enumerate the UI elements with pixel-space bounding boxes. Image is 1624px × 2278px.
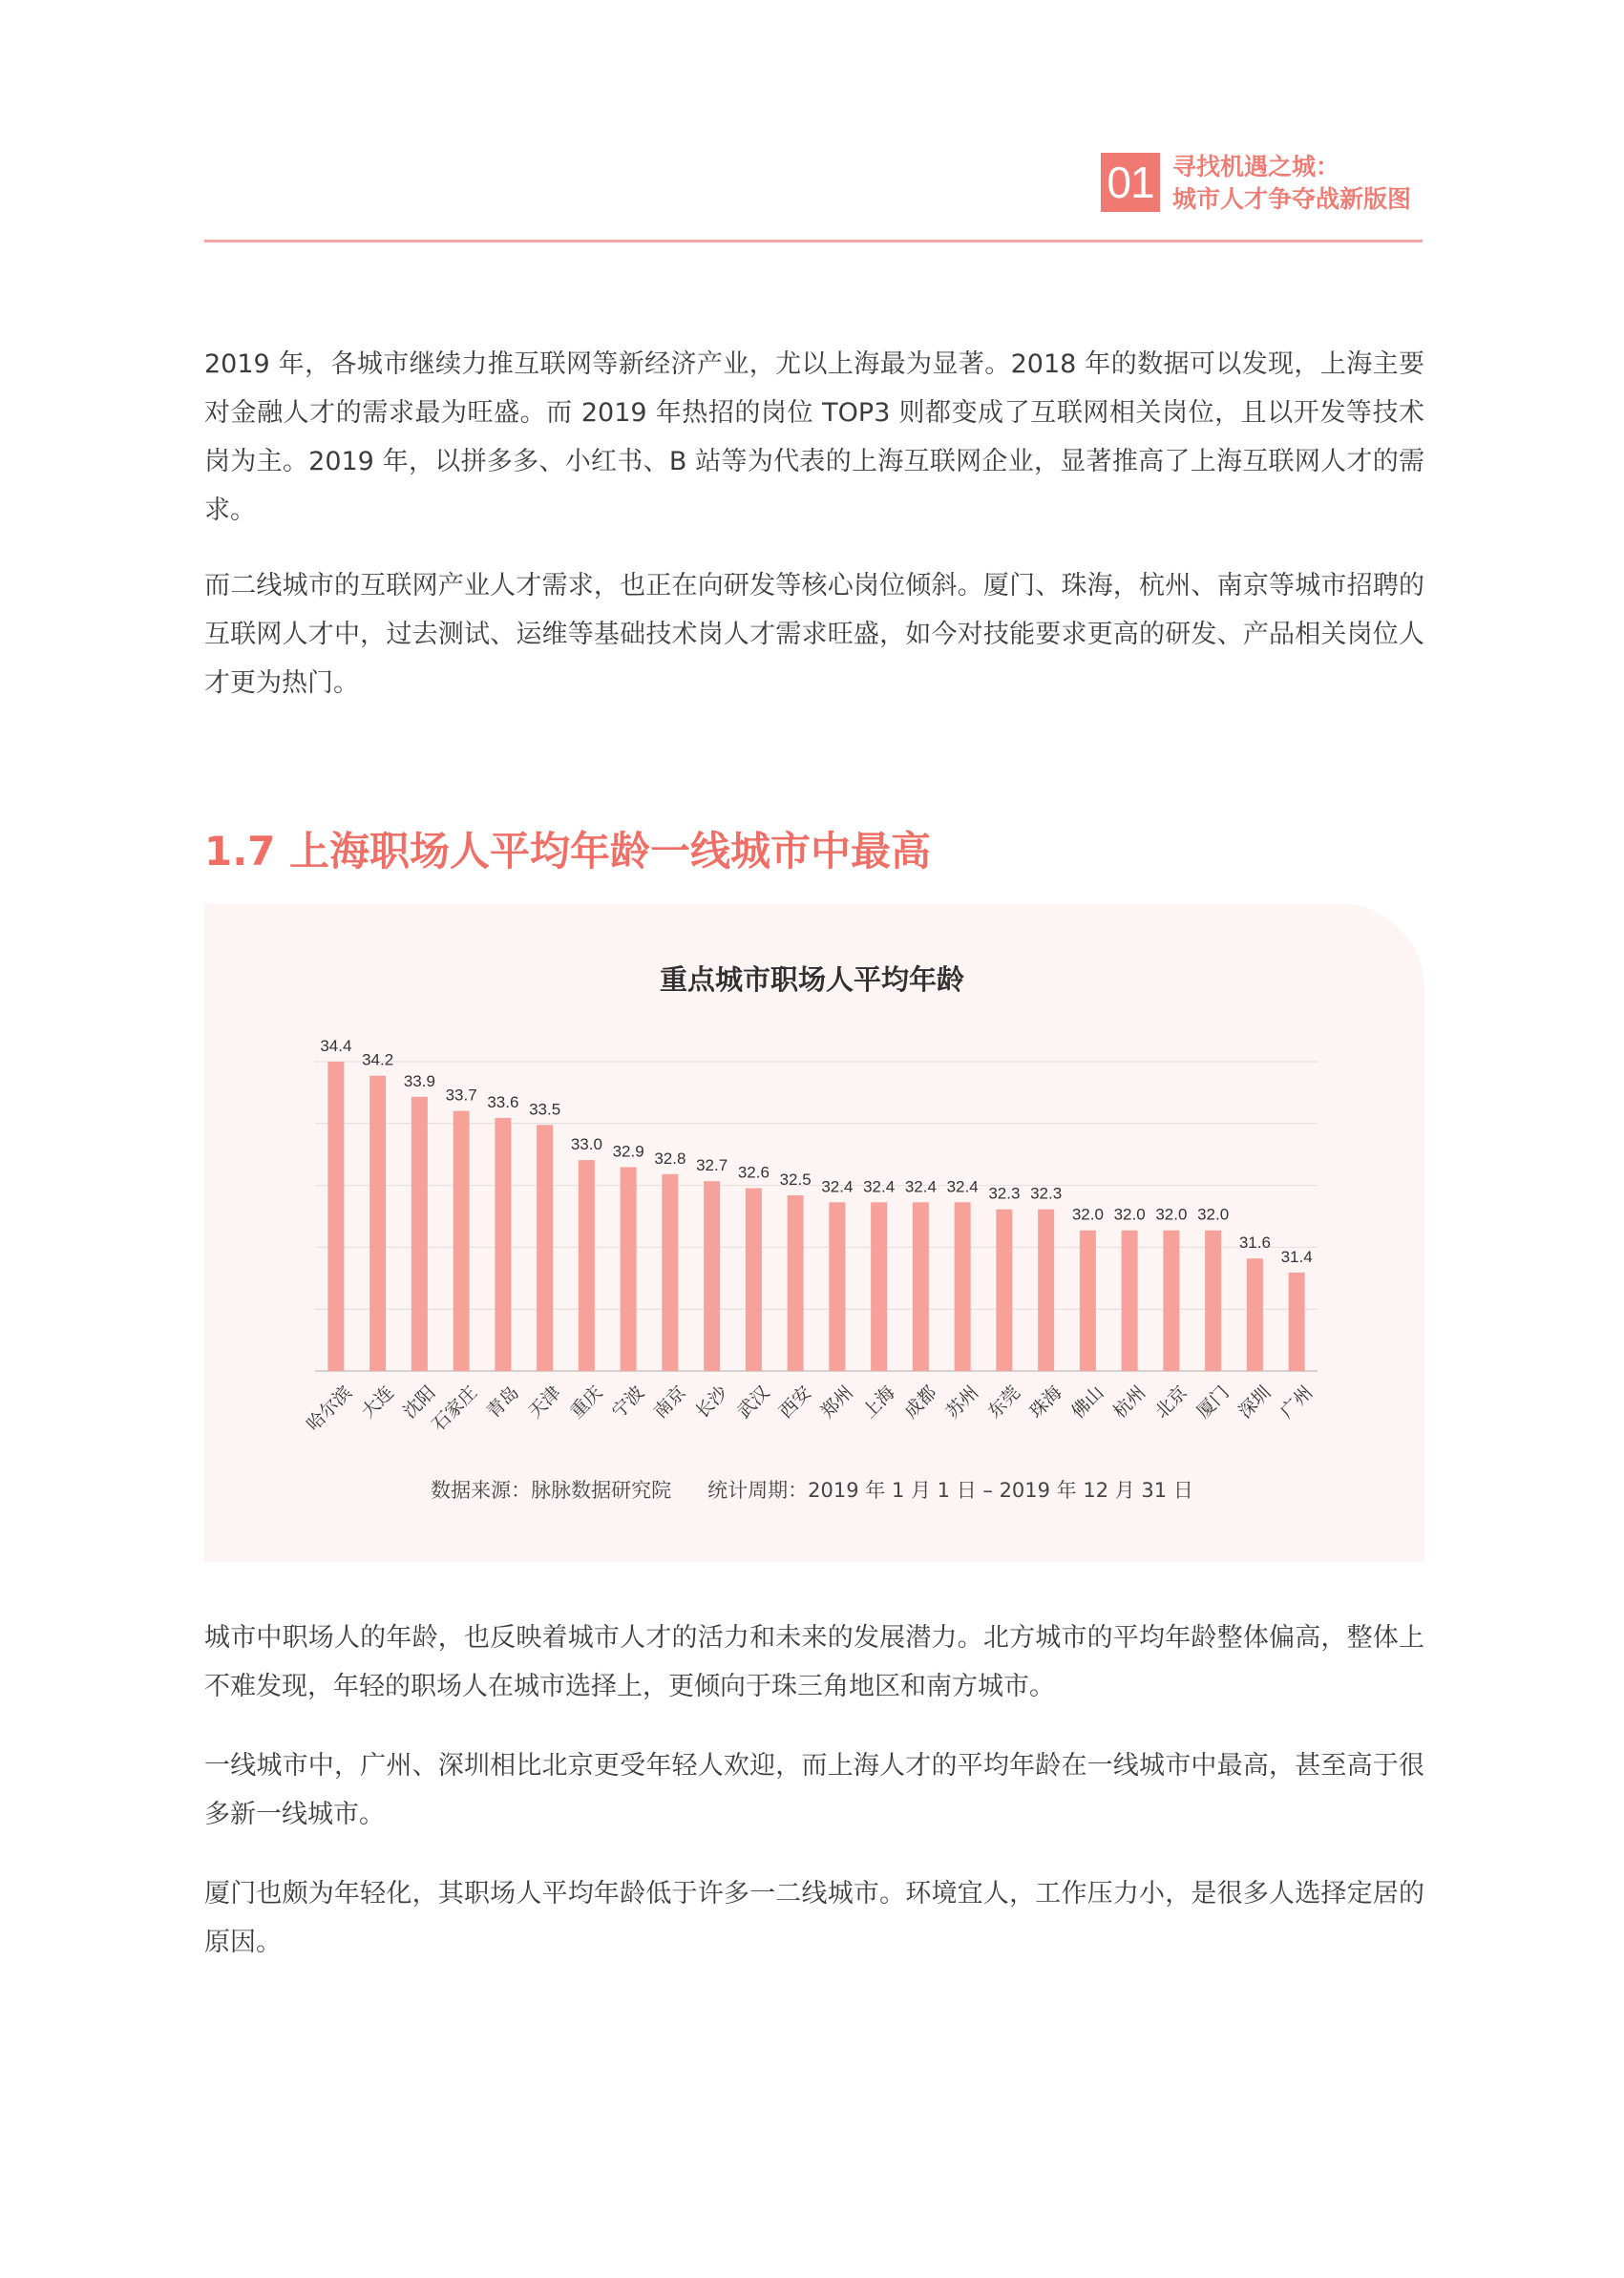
tick-label-21: 北京 xyxy=(1150,1382,1192,1424)
data-label-16: 32.4 xyxy=(946,1177,979,1196)
chapter-title-line1: 寻找机遇之城： xyxy=(1172,153,1340,180)
tick-label-24: 广州 xyxy=(1276,1382,1318,1424)
tick-label-11: 武汉 xyxy=(733,1382,774,1424)
data-label-2: 34.2 xyxy=(362,1050,394,1069)
bar-15 xyxy=(913,1202,929,1371)
tick-label-9: 南京 xyxy=(649,1382,691,1424)
bar-5 xyxy=(495,1118,511,1371)
bar-14 xyxy=(871,1202,887,1371)
data-label-22: 32.0 xyxy=(1197,1205,1230,1224)
bar-9 xyxy=(662,1174,678,1371)
bar-18 xyxy=(1038,1210,1054,1371)
tick-label-20: 杭州 xyxy=(1108,1382,1150,1424)
chapter-number-badge: 01 xyxy=(1101,153,1160,212)
bar-10 xyxy=(704,1181,720,1371)
bar-6 xyxy=(537,1125,553,1371)
bar-3 xyxy=(411,1097,428,1371)
data-label-21: 32.0 xyxy=(1155,1205,1188,1224)
tick-label-10: 长沙 xyxy=(691,1382,732,1424)
data-label-13: 32.4 xyxy=(821,1177,854,1196)
bar-19 xyxy=(1080,1231,1096,1371)
tick-label-8: 宁波 xyxy=(607,1382,649,1424)
tick-label-4: 石家庄 xyxy=(428,1382,482,1436)
bar-11 xyxy=(746,1189,762,1371)
tick-label-16: 苏州 xyxy=(941,1382,983,1424)
bar-24 xyxy=(1289,1273,1305,1371)
statistics-period: 统计周期：2019 年 1 月 1 日 – 2019 年 12 月 31 日 xyxy=(707,1479,1193,1502)
chart-source-note xyxy=(0,1475,1624,1504)
tick-label-15: 成都 xyxy=(900,1382,941,1424)
tick-label-22: 厦门 xyxy=(1192,1382,1234,1424)
data-label-3: 33.9 xyxy=(403,1071,435,1090)
data-label-15: 32.4 xyxy=(904,1177,937,1196)
bar-20 xyxy=(1122,1231,1138,1371)
chapter-title-line2: 城市人才争夺战新版图 xyxy=(1172,185,1412,213)
data-label-14: 32.4 xyxy=(863,1177,896,1196)
tick-label-23: 深圳 xyxy=(1234,1382,1276,1424)
data-label-24: 31.4 xyxy=(1280,1247,1313,1266)
tick-label-18: 珠海 xyxy=(1025,1382,1066,1424)
paragraph-first-tier: 一线城市中，广州、深圳相比北京更受年轻人欢迎，而上海人才的平均年龄在一线城市中最高，甚至高于很多新一线城市。 xyxy=(204,1751,1424,1829)
bar-22 xyxy=(1205,1231,1221,1371)
paragraph-second-tier-cities: 而二线城市的互联网产业人才需求，也正在向研发等核心岗位倾斜。厦门、珠海，杭州、南京等城市招聘的互联网人才中，过去测试、运维等基础技术岗人才需求旺盛，如今对技能要求更高的研发、产品相关岗位人才更为热门。 xyxy=(204,571,1424,698)
tick-label-2: 大连 xyxy=(357,1382,398,1424)
tick-label-6: 天津 xyxy=(524,1382,565,1424)
data-label-7: 33.0 xyxy=(570,1135,602,1154)
bar-16 xyxy=(955,1202,971,1371)
paragraph-internet-demand: 2019 年，各城市继续力推互联网等新经济产业，尤以上海最为显著。2018 年的数据可以发现，上海主要对金融人才的需求最为旺盛。而 2019 年热招的岗位 TOP3 则都变成了互联网相关岗位，且以开发等技术岗为主。2019 年，以拼多多、小红书、B 站等为代表的上海互联网企业，显著推高了上海互联网人才的需求。 xyxy=(204,349,1424,525)
bar-8 xyxy=(621,1167,637,1371)
data-label-6: 33.5 xyxy=(529,1100,561,1119)
bar-1 xyxy=(327,1062,344,1371)
data-label-11: 32.6 xyxy=(737,1163,770,1182)
tick-label-13: 郑州 xyxy=(816,1382,858,1424)
paragraph-xiamen: 厦门也颇为年轻化，其职场人平均年龄低于许多一二线城市。环境宜人，工作压力小，是很多人选择定居的原因。 xyxy=(204,1879,1424,1957)
tick-label-17: 东莞 xyxy=(983,1382,1025,1424)
bar-12 xyxy=(788,1195,804,1371)
bar-2 xyxy=(369,1076,386,1371)
data-label-19: 32.0 xyxy=(1071,1205,1104,1224)
data-label-1: 34.4 xyxy=(320,1037,352,1055)
bar-17 xyxy=(996,1210,1012,1371)
tick-label-7: 重庆 xyxy=(566,1382,607,1424)
data-label-5: 33.6 xyxy=(487,1092,519,1111)
data-label-10: 32.7 xyxy=(696,1156,728,1175)
bar-21 xyxy=(1163,1231,1179,1371)
bar-23 xyxy=(1247,1258,1263,1371)
data-label-8: 32.9 xyxy=(612,1142,644,1161)
data-label-18: 32.3 xyxy=(1030,1184,1063,1203)
paragraph-city-age: 城市中职场人的年龄，也反映着城市人才的活力和未来的发展潜力。北方城市的平均年龄整体偏高，整体上不难发现，年轻的职场人在城市选择上，更倾向于珠三角地区和南方城市。 xyxy=(204,1623,1424,1701)
tick-label-5: 青岛 xyxy=(482,1382,524,1424)
data-label-23: 31.6 xyxy=(1238,1234,1271,1253)
tick-label-19: 佛山 xyxy=(1067,1382,1108,1424)
tick-label-3: 沈阳 xyxy=(399,1382,440,1424)
data-source: 数据来源：脉脉数据研究院 xyxy=(431,1479,672,1502)
data-label-20: 32.0 xyxy=(1113,1205,1146,1224)
tick-label-12: 西安 xyxy=(774,1382,816,1424)
data-label-17: 32.3 xyxy=(988,1184,1021,1203)
chart-title: 重点城市职场人平均年龄 xyxy=(659,963,964,996)
section-title: 1.7 上海职场人平均年龄一线城市中最高 xyxy=(204,828,932,875)
data-label-4: 33.7 xyxy=(445,1086,477,1105)
tick-label-14: 上海 xyxy=(858,1382,899,1424)
bar-7 xyxy=(579,1160,595,1371)
tick-label-1: 哈尔滨 xyxy=(303,1382,357,1436)
data-label-9: 32.8 xyxy=(654,1149,686,1168)
bar-4 xyxy=(453,1111,470,1371)
data-label-12: 32.5 xyxy=(779,1170,812,1189)
bar-13 xyxy=(829,1202,845,1371)
